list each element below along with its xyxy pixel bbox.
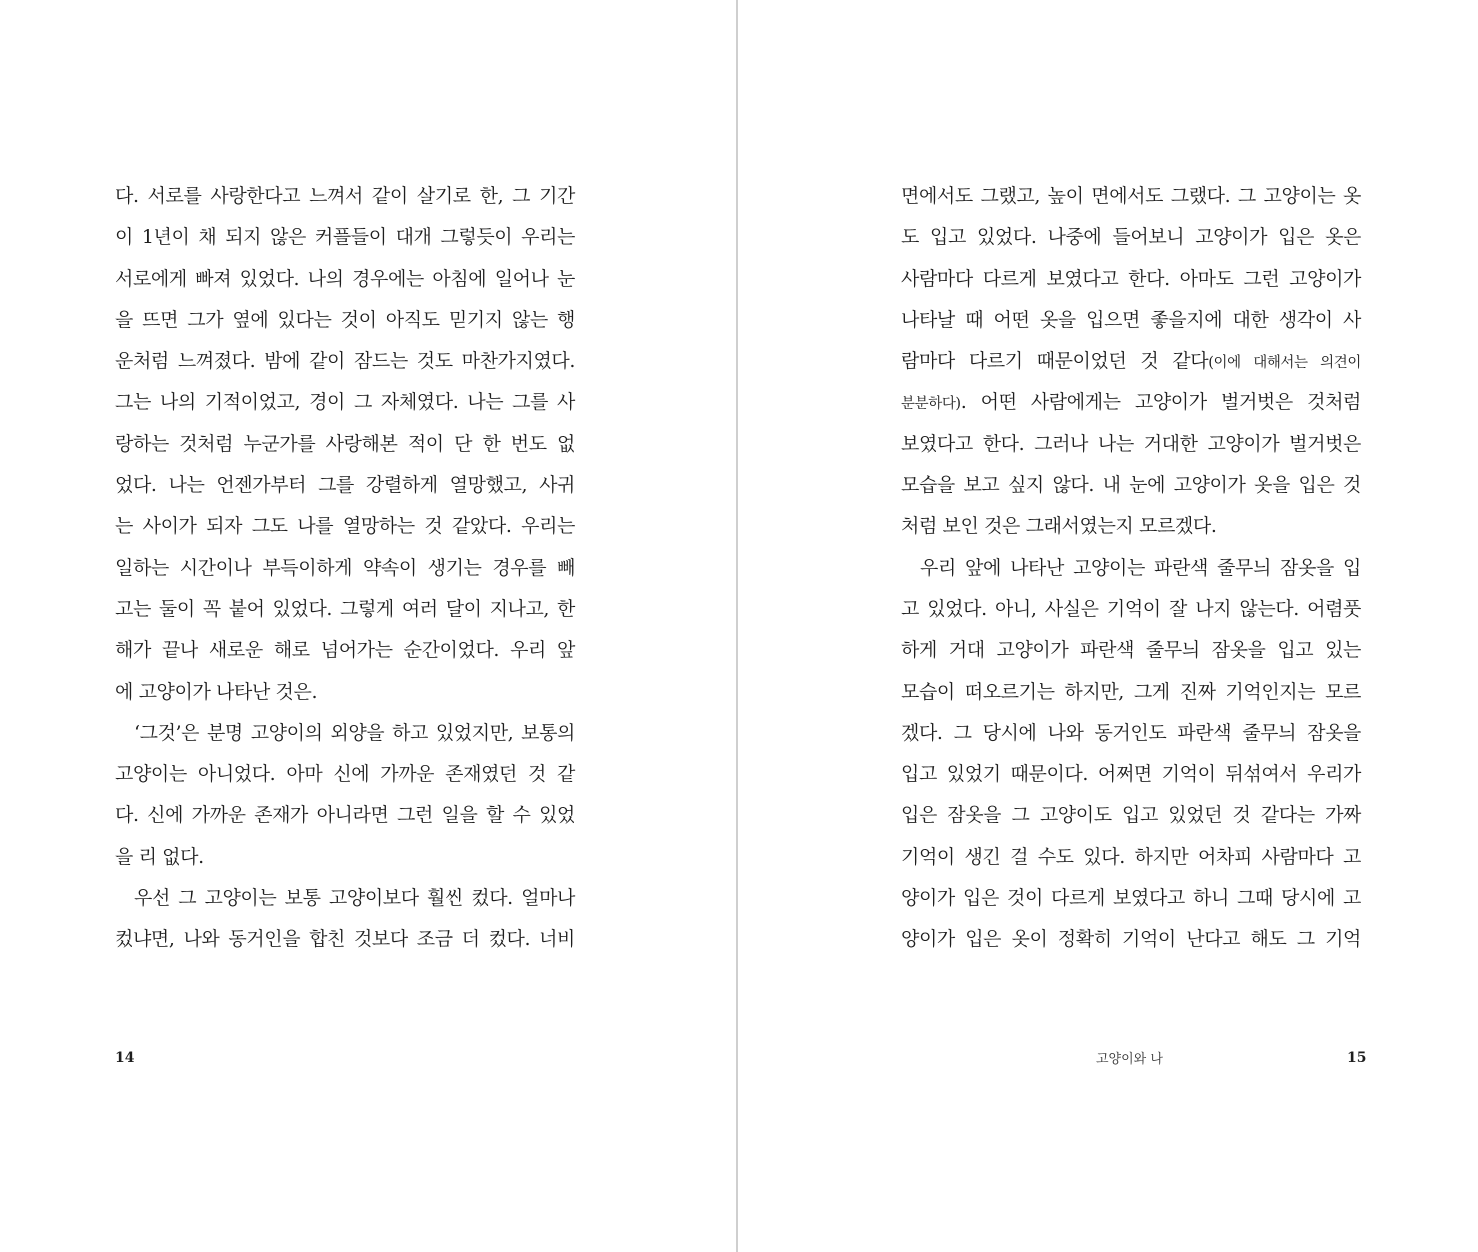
- text-line: 을 뜨면 그가 옆에 있다는 것이 아직도 믿기지 않는 행: [115, 308, 575, 331]
- text-line: 고는 둘이 꼭 붙어 있었다. 그렇게 여러 달이 지나고, 한: [115, 597, 575, 620]
- page-number: 14: [115, 1050, 135, 1066]
- right-page-text: [901, 176, 1361, 961]
- text-line: 겠다. 그 당시에 나와 동거인도 파란색 줄무늬 잠옷을: [901, 721, 1361, 744]
- text-line: 그는 나의 기적이었고, 경이 그 자체였다. 나는 그를 사: [115, 391, 575, 414]
- text-line: 양이가 입은 것이 다르게 보였다고 하니 그때 당시에 고: [901, 887, 1361, 910]
- text-line: 사람마다 다르게 보였다고 한다. 아마도 그런 고양이가: [901, 267, 1361, 290]
- text-line: 랑하는 것처럼 누군가를 사랑해본 적이 단 한 번도 없: [115, 432, 575, 455]
- text-line: [901, 341, 1361, 382]
- text-line: 었다. 나는 언젠가부터 그를 강렬하게 열망했고, 사귀: [115, 474, 575, 497]
- text-line: 컸냐면, 나와 동거인을 합친 것보다 조금 더 컸다. 너비: [115, 928, 575, 951]
- text-line: ‘그것’은 분명 고양이의 외양을 하고 있었지만, 보통의: [134, 721, 575, 744]
- text-line: 운처럼 느껴졌다. 밤에 같이 잠드는 것도 마찬가지였다.: [115, 350, 575, 373]
- text-line: [901, 382, 1361, 423]
- text-line: 보였다고 한다. 그러나 나는 거대한 고양이가 벌거벗은: [901, 432, 1361, 455]
- text-line: 고양이는 아니었다. 아마 신에 가까운 존재였던 것 같: [115, 763, 575, 786]
- text-line: 하게 거대 고양이가 파란색 줄무늬 잠옷을 입고 있는: [901, 639, 1361, 662]
- text-line: 모습이 떠오르기는 하지만, 그게 진짜 기억인지는 모르: [901, 680, 1361, 703]
- text-line: 처럼 보인 것은 그래서였는지 모르겠다.: [901, 515, 1217, 538]
- text-line: 이 1년이 채 되지 않은 커플들이 대개 그렇듯이 우리는: [115, 226, 575, 249]
- text-line: 일하는 시간이나 부득이하게 약속이 생기는 경우를 빼: [115, 556, 575, 579]
- text-line: 우리 앞에 나타난 고양이는 파란색 줄무늬 잠옷을 입: [920, 556, 1361, 579]
- text-line: 해가 끝나 새로운 해로 넘어가는 순간이었다. 우리 앞: [115, 639, 575, 662]
- text-line: 다. 신에 가까운 존재가 아니라면 그런 일을 할 수 있었: [115, 804, 575, 827]
- text-line: 는 사이가 되자 그도 나를 열망하는 것 같았다. 우리는: [115, 515, 575, 538]
- page-number: 15: [1347, 1050, 1367, 1066]
- text-line: 입고 있었기 때문이다. 어쩌면 기억이 뒤섞여서 우리가: [901, 763, 1361, 786]
- text-line: 을 리 없다.: [115, 845, 204, 868]
- page-gutter-divider: [736, 0, 738, 1252]
- text-line: 면에서도 그랬고, 높이 면에서도 그랬다. 그 고양이는 옷: [901, 185, 1361, 207]
- text-line: 다. 서로를 사랑한다고 느껴서 같이 살기로 한, 그 기간: [115, 185, 575, 207]
- text-line: 모습을 보고 싶지 않다. 내 눈에 고양이가 옷을 입은 것: [901, 474, 1361, 497]
- parenthetical-note: (이에 대해서는 의견이: [1208, 355, 1362, 372]
- text-segment: 람마다 다르기 때문이었던 것 같다: [901, 350, 1209, 373]
- text-line: 에 고양이가 나타난 것은.: [115, 680, 318, 703]
- text-line: 도 입고 있었다. 나중에 들어보니 고양이가 입은 옷은: [901, 226, 1361, 249]
- right-page: [739, 0, 1478, 1252]
- text-line: 고 있었다. 아니, 사실은 기억이 잘 나지 않는다. 어렴풋: [901, 597, 1361, 620]
- text-line: 양이가 입은 옷이 정확히 기억이 난다고 해도 그 기억: [901, 928, 1361, 951]
- left-page-text: [115, 176, 575, 961]
- text-line: 서로에게 빠져 있었다. 나의 경우에는 아침에 일어나 눈: [115, 267, 575, 290]
- text-line: 나타날 때 어떤 옷을 입으면 좋을지에 대한 생각이 사: [901, 308, 1361, 331]
- parenthetical-note: 분분하다): [901, 396, 961, 413]
- text-segment: . 어떤 사람에게는 고양이가 벌거벗은 것처럼: [960, 391, 1361, 414]
- text-line: 기억이 생긴 걸 수도 있다. 하지만 어차피 사람마다 고: [901, 845, 1361, 868]
- text-line: 입은 잠옷을 그 고양이도 입고 있었던 것 같다는 가짜: [901, 804, 1361, 827]
- text-line: 우선 그 고양이는 보통 고양이보다 훨씬 컸다. 얼마나: [134, 887, 575, 910]
- running-head-title: 고양이와 나: [1096, 1052, 1163, 1067]
